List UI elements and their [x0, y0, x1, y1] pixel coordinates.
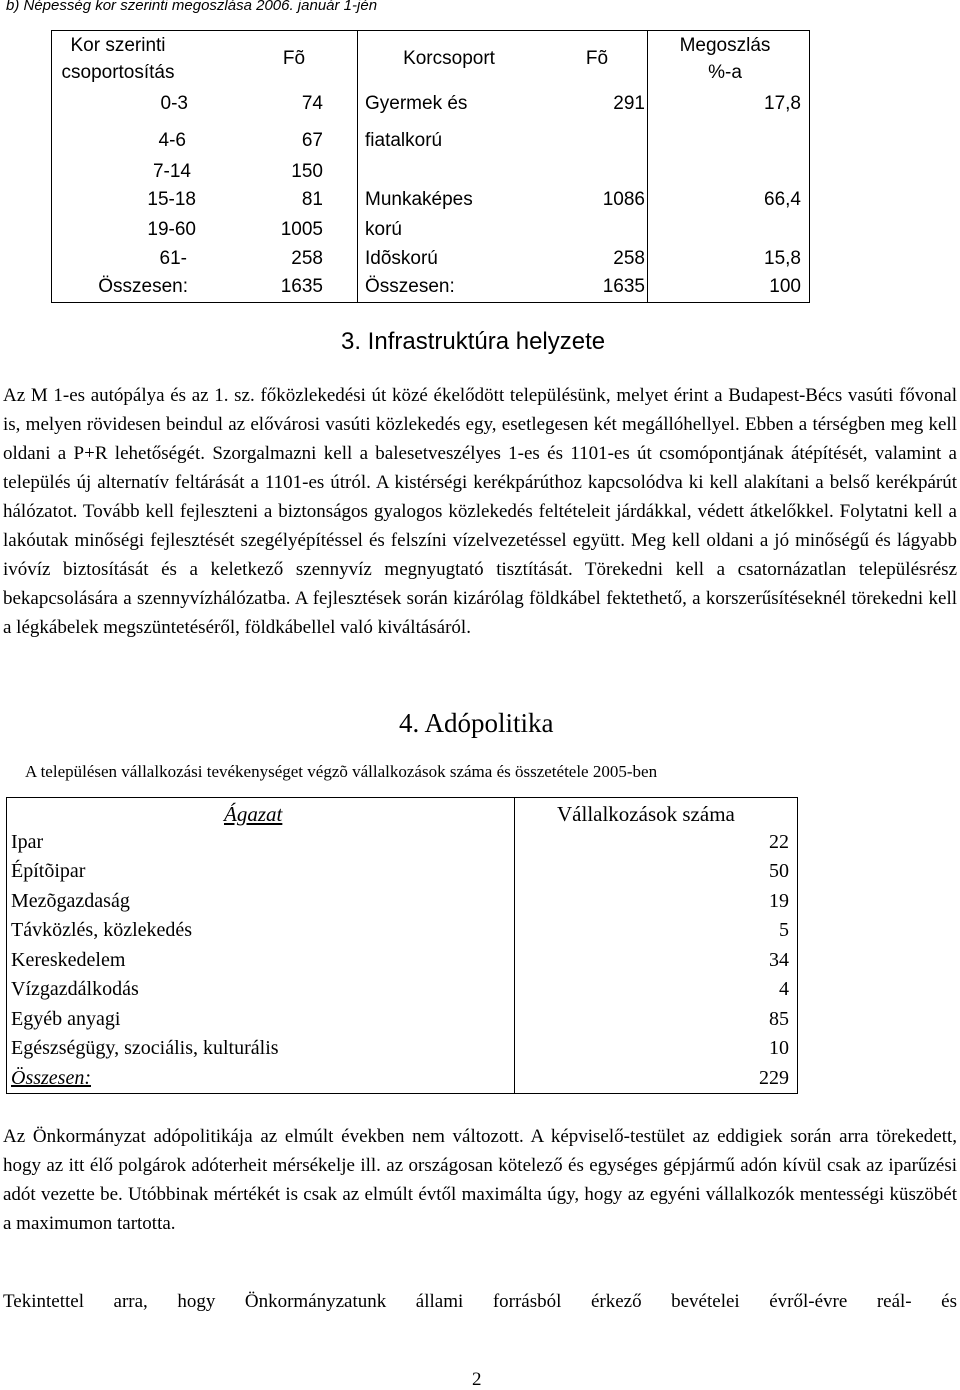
- business-count: 19: [769, 890, 789, 912]
- header-count: Fõ: [585, 48, 609, 69]
- population-table: [51, 30, 810, 303]
- category-label: Összesen:: [365, 276, 455, 297]
- age-count-cell: 1005: [280, 219, 323, 240]
- age-group-cell: 4-6: [158, 130, 186, 151]
- tax-policy-paragraph: Az Önkormányzat adópolitikája az elmúlt években nem változott. A képviselő-testület az eddigiek során arra törekedett, hogy az itt élő polgárok adóterheit mérsékelje ill. az országosan kötelező és egységes gépjármű adón kívül csak az iparűzési adót vezette be. Utóbbinak mértékét is csak az elmúlt évtől maximálta úgy, hogy az egyéni vállalkozók mentességi küszöbét a maximumon tartotta.: [3, 1126, 957, 1234]
- business-count: 50: [769, 860, 789, 882]
- business-count: 22: [769, 831, 789, 853]
- header-category: Korcsoport: [403, 48, 495, 69]
- sector-label: Ipar: [11, 831, 44, 853]
- header-age-group-line1: Kor szerinti: [70, 35, 166, 56]
- page-number: 2: [472, 1369, 482, 1390]
- category-label: fiatalkorú: [365, 130, 443, 151]
- age-group-cell: 0-3: [160, 93, 188, 114]
- sector-label: Vízgazdálkodás: [11, 978, 139, 1000]
- page-caption: b) Népesség kor szerinti megoszlása 2006. január 1-jén: [6, 0, 378, 14]
- category-share: 17,8: [764, 93, 801, 114]
- age-group-cell: 7-14: [152, 161, 191, 182]
- header-count: Fõ: [282, 48, 306, 69]
- age-count-cell: 74: [301, 93, 323, 114]
- category-share: 100: [769, 276, 801, 297]
- age-group-cell: 61-: [159, 248, 187, 269]
- category-share: 66,4: [764, 189, 801, 210]
- business-count: 5: [779, 919, 789, 941]
- age-total-label: Összesen:: [98, 276, 188, 297]
- header-business-count: Vállalkozások száma: [557, 802, 735, 826]
- section-3-paragraph: Az M 1-es autópálya és az 1. sz. főközlekedési út közé ékelődött településünk, melyet érint a Budapest-Bécs vasúti fővonal is, melyen rövidesen beindul az elővárosi vasúti közlekedés egy, esetlegesen két megállóhellyel. Ebben a térségben meg kell oldani a P+R lehetőségét. Szorgalmazni kell a balesetveszélyes 1-es és 1101-es út csomópontjának átépítését, valamint a település új alternatív feltárását a 1101-es útról. A kistérségi kerékpárúthoz kapcsolódva ki kell alakítani a belső kerékpárút hálózatot. Tovább kell fejleszteni a biztonságos gyalogos közlekedés feltételeit járdákkal, védett átkelőkkel. Folytatni kell a lakóutak minőségi fejlesztését szegélyépítéssel és felszíni vízelvezetéssel együtt. Meg kell oldani a jó minőségű és lágyabb ivóvíz biztosítását és a keletkező szennyvíz megnyugtató tisztítását. Törekedni kell a csatornázatlan településrész bekapcsolására a szennyvízhálózatba. A fejlesztések során kizárólag földkábel fektethető, a korszerűsítéseknél törekedni kell a légkábelek megszüntetéséről, földkábellel való kiváltásáról.: [3, 385, 957, 638]
- header-sector: Ágazat: [224, 802, 283, 826]
- category-label: Idõskorú: [365, 248, 438, 269]
- table-row: [7, 916, 797, 945]
- category-share: 15,8: [764, 248, 801, 269]
- table-row: [7, 975, 797, 1004]
- total-count: 229: [759, 1067, 789, 1089]
- category-label: Munkaképes: [365, 189, 473, 210]
- age-count-cell: 67: [301, 130, 323, 151]
- table-row: [7, 828, 797, 857]
- table-row: [7, 1034, 797, 1063]
- table-row: [7, 946, 797, 975]
- table-total-row: [7, 1064, 797, 1093]
- sector-label: Egészségügy, szociális, kulturális: [11, 1037, 279, 1059]
- business-count: 4: [779, 978, 789, 1000]
- category-count: 258: [613, 248, 645, 269]
- age-group-cell: 19-60: [147, 219, 196, 240]
- sector-label: Egyéb anyagi: [11, 1008, 121, 1030]
- tax-policy-paragraph-continued: Tekintettel arra, hogy Önkormányzatunk állami forrásból érkező bevételei évről-évre reál- és: [3, 1291, 957, 1312]
- section-4-title: 4. Adópolitika: [399, 708, 554, 738]
- category-label: korú: [365, 219, 402, 240]
- table-row: [7, 1005, 797, 1034]
- header-age-group-line2: csoportosítás: [61, 62, 175, 83]
- table-row: [7, 857, 797, 886]
- business-count: 10: [769, 1037, 789, 1059]
- table-row: [7, 887, 797, 916]
- age-count-cell: 150: [291, 161, 323, 182]
- total-label: Összesen:: [11, 1067, 91, 1089]
- sector-label: Mezõgazdaság: [11, 890, 130, 912]
- table-divider: [357, 31, 358, 302]
- category-label: Gyermek és: [365, 93, 468, 114]
- sector-label: Kereskedelem: [11, 949, 126, 971]
- category-count: 1086: [602, 189, 645, 210]
- business-table: [6, 797, 798, 1094]
- age-count-cell: 258: [291, 248, 323, 269]
- header-share-line1: Megoszlás: [679, 35, 771, 56]
- sector-label: Távközlés, közlekedés: [11, 919, 193, 941]
- business-count: 34: [769, 949, 789, 971]
- section-3-title: 3. Infrastruktúra helyzete: [341, 328, 606, 355]
- category-count: 291: [613, 93, 645, 114]
- age-count-cell: 81: [301, 189, 323, 210]
- category-count: 1635: [602, 276, 645, 297]
- age-total-count: 1635: [280, 276, 323, 297]
- table-divider: [647, 31, 648, 302]
- sector-label: Építõipar: [11, 860, 86, 882]
- business-count: 85: [769, 1008, 789, 1030]
- age-group-cell: 15-18: [147, 189, 196, 210]
- header-share-line2: %-a: [708, 62, 742, 83]
- business-table-caption: A településen vállalkozási tevékenységet végzõ vállalkozások száma és összetétele 2005-ben: [25, 762, 658, 781]
